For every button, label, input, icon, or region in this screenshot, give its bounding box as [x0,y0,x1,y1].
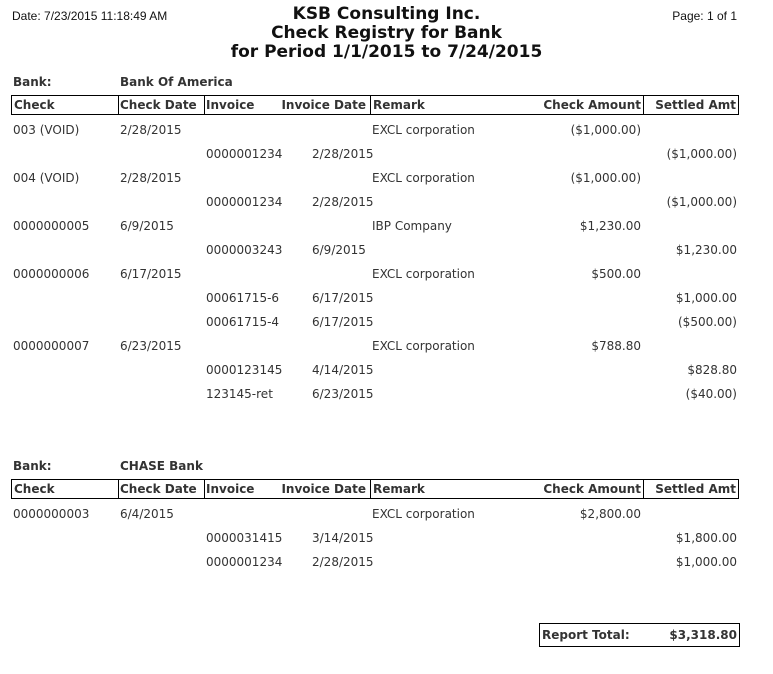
column-header-row [11,95,739,115]
column-divider [118,480,119,498]
invoice-number: 123145-ret [206,387,273,401]
column-divider [370,96,371,114]
column-divider [204,480,205,498]
bank-label: Bank: [13,75,52,89]
check-remark: EXCL corporation [372,339,475,353]
check-amount: $500.00 [591,267,641,281]
invoice-date: 6/23/2015 [312,387,374,401]
check-amount: $788.80 [591,339,641,353]
check-number: 004 (VOID) [13,171,80,185]
report-total-box [539,623,740,647]
check-date: 2/28/2015 [120,123,182,137]
check-amount: ($1,000.00) [570,171,641,185]
bank-name: Bank Of America [120,75,233,89]
col-settled-amt: Settled Amt [655,98,736,112]
col-check: Check [14,482,55,496]
check-number: 0000000006 [13,267,90,281]
check-date: 6/4/2015 [120,507,174,521]
report-total-value: $3,318.80 [669,628,737,642]
invoice-number: 0000123145 [206,363,283,377]
settled-amount: $1,000.00 [675,555,737,569]
settled-amount: $828.80 [687,363,737,377]
column-divider [643,480,644,498]
col-remark: Remark [373,482,425,496]
column-divider [643,96,644,114]
col-check-amount: Check Amount [543,482,641,496]
col-invoice-date: Invoice Date [281,482,366,496]
col-remark: Remark [373,98,425,112]
col-check-date: Check Date [120,482,197,496]
col-check: Check [14,98,55,112]
invoice-date: 6/9/2015 [312,243,366,257]
invoice-number: 0000003243 [206,243,283,257]
report-total-label: Report Total: [542,628,630,642]
settled-amount: $1,000.00 [675,291,737,305]
settled-amount: ($40.00) [685,387,737,401]
col-settled-amt: Settled Amt [655,482,736,496]
check-remark: EXCL corporation [372,507,475,521]
report-date: Date: 7/23/2015 11:18:49 AM [12,9,168,23]
bank-name: CHASE Bank [120,459,203,473]
column-divider [118,96,119,114]
check-date: 2/28/2015 [120,171,182,185]
check-date: 6/9/2015 [120,219,174,233]
check-remark: EXCL corporation [372,267,475,281]
invoice-date: 6/17/2015 [312,291,374,305]
check-remark: EXCL corporation [372,123,475,137]
report-title: Check Registry for Bank [271,23,502,43]
invoice-number: 0000001234 [206,195,283,209]
report-period: for Period 1/1/2015 to 7/24/2015 [230,42,543,62]
col-check-date: Check Date [120,98,197,112]
invoice-number: 0000031415 [206,531,283,545]
check-number: 0000000007 [13,339,90,353]
company-name: KSB Consulting Inc. [292,4,481,24]
settled-amount: ($500.00) [678,315,737,329]
invoice-number: 0000001234 [206,147,283,161]
invoice-date: 2/28/2015 [312,147,374,161]
settled-amount: $1,230.00 [675,243,737,257]
invoice-date: 2/28/2015 [312,195,374,209]
invoice-date: 2/28/2015 [312,555,374,569]
settled-amount: $1,800.00 [675,531,737,545]
settled-amount: ($1,000.00) [666,147,737,161]
col-invoice-date: Invoice Date [281,98,366,112]
col-invoice: Invoice [206,482,255,496]
invoice-number: 0000001234 [206,555,283,569]
invoice-number: 00061715-4 [206,315,280,329]
check-number: 0000000003 [13,507,90,521]
col-invoice: Invoice [206,98,255,112]
check-number: 0000000005 [13,219,90,233]
column-divider [370,480,371,498]
column-header-row [11,479,739,499]
column-divider [204,96,205,114]
check-date: 6/17/2015 [120,267,182,281]
check-remark: EXCL corporation [372,171,475,185]
col-check-amount: Check Amount [543,98,641,112]
settled-amount: ($1,000.00) [666,195,737,209]
check-remark: IBP Company [372,219,452,233]
check-date: 6/23/2015 [120,339,182,353]
bank-label: Bank: [13,459,52,473]
check-amount: $1,230.00 [579,219,641,233]
check-amount: ($1,000.00) [570,123,641,137]
invoice-number: 00061715-6 [206,291,280,305]
invoice-date: 4/14/2015 [312,363,374,377]
invoice-date: 3/14/2015 [312,531,374,545]
invoice-date: 6/17/2015 [312,315,374,329]
page-number: Page: 1 of 1 [672,9,737,23]
check-number: 003 (VOID) [13,123,80,137]
check-amount: $2,800.00 [579,507,641,521]
